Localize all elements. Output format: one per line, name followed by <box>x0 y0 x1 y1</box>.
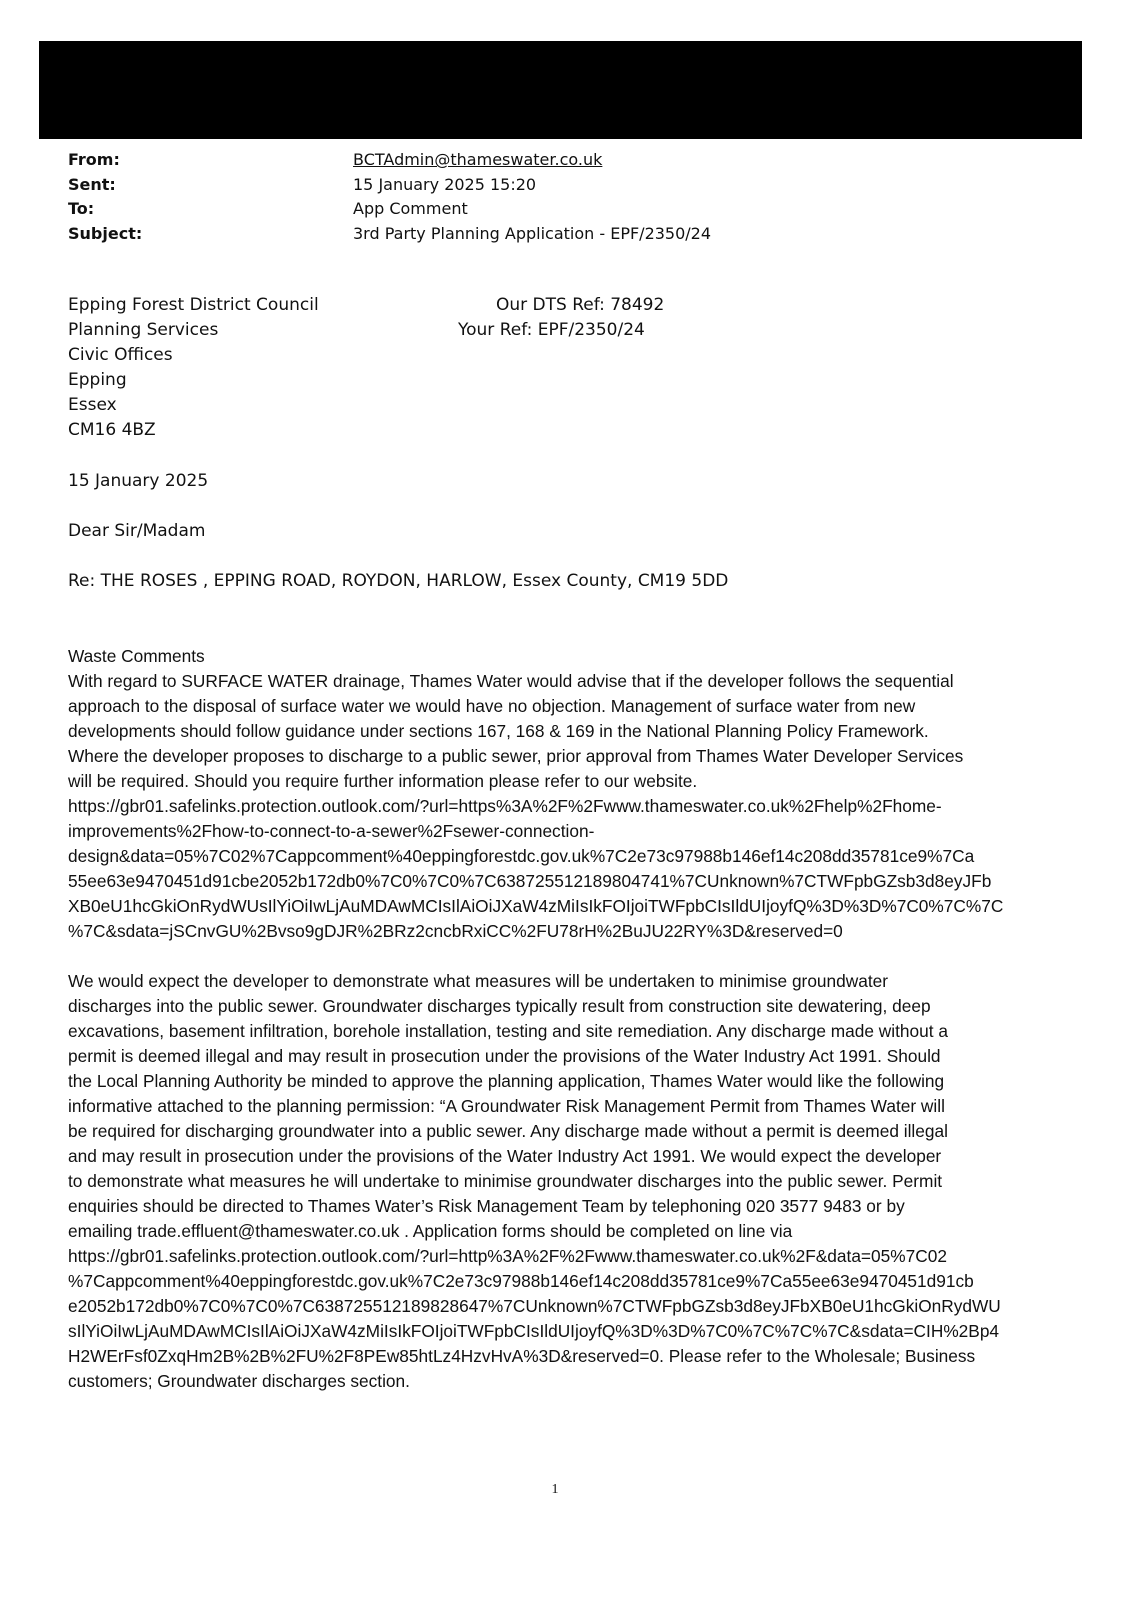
text-line: excavations, basement infiltration, borehole installation, testing and site remediation. Any discharge made without a <box>68 1021 948 1041</box>
text-line: will be required. Should you require further information please refer to our website. <box>68 771 698 791</box>
text-line: discharges into the public sewer. Groundwater discharges typically result from construction site dewatering, deep <box>68 996 931 1016</box>
to-value: App Comment <box>353 199 468 218</box>
sent-row <box>68 173 1068 198</box>
text-line: approach to the disposal of surface water we would have no objection. Management of surface water from new <box>68 696 916 716</box>
address-line: Civic Offices <box>68 345 173 365</box>
subject-row <box>68 222 1068 247</box>
text-line: be required for discharging groundwater into a public sewer. Any discharge made without a permit is deemed illegal <box>68 1121 948 1141</box>
to-row <box>68 197 1068 222</box>
text-line: customers; Groundwater discharges section. <box>68 1371 410 1391</box>
url-line[interactable]: 55ee63e9470451d91cbe2052b172db0%7C0%7C0%7C638725512189804741%7CUnknown%7CTWFpbGZsb3d8eyJFb <box>68 871 992 891</box>
subject-value: 3rd Party Planning Application - EPF/2350/24 <box>353 223 712 243</box>
to-label: To: <box>68 199 95 218</box>
url-line[interactable]: H2WErFsf0ZxqHm2B%2B%2FU%2F8PEw85htLz4HzvHvA%3D&reserved=0. Please refer to the Wholesale; Business <box>68 1346 976 1366</box>
subject-label: Subject: <box>68 223 143 243</box>
from-label: From: <box>68 150 120 169</box>
your-ref: Your Ref: EPF/2350/24 <box>458 320 645 340</box>
url-line[interactable]: https://gbr01.safelinks.protection.outlook.com/?url=https%3A%2F%2Fwww.thameswater.co.uk%2Fhelp%2Fhome- <box>68 796 942 816</box>
address-line: CM16 4BZ <box>68 420 156 440</box>
address-line: Epping <box>68 370 127 390</box>
text-line: permit is deemed illegal and may result in prosecution under the provisions of the Water Industry Act 1991. Should <box>68 1046 941 1066</box>
url-line[interactable]: %7C&sdata=jSCnvGU%2Bvso9gDJR%2BRz2cncbRxiCC%2FU78rH%2BuJU22RY%3D&reserved=0 <box>68 921 843 941</box>
letter-date: 15 January 2025 <box>68 471 209 491</box>
re-line: Re: THE ROSES , EPPING ROAD, ROYDON, HARLOW, Essex County, CM19 5DD <box>68 571 729 591</box>
address-line: Epping Forest District Council <box>68 295 319 315</box>
url-line[interactable]: design&data=05%7C02%7Cappcomment%40eppingforestdc.gov.uk%7C2e73c97988b146ef14c208dd35781ce9%7Ca <box>68 846 975 866</box>
sent-value: 15 January 2025 15:20 <box>353 174 537 194</box>
text-line: emailing trade.effluent@thameswater.co.uk . Application forms should be completed on line via <box>68 1221 793 1241</box>
url-line[interactable]: XB0eU1hcGkiOnRydWUsIlYiOiIwLjAuMDAwMCIsIlAiOiJXaW4zMiIsIkFOIjoiTWFpbCIsIldUIjoyfQ%3D%3D%7C0%7C%7C <box>68 896 1004 916</box>
url-line[interactable]: improvements%2Fhow-to-connect-to-a-sewer%2Fsewer-connection- <box>68 821 595 841</box>
text-line: informative attached to the planning permission: “A Groundwater Risk Management Permit from Thames Water will <box>68 1096 945 1116</box>
salutation: Dear Sir/Madam <box>68 521 206 541</box>
page-number: 1 <box>551 1482 559 1497</box>
text-line: enquiries should be directed to Thames Water’s Risk Management Team by telephoning 020 3577 9483 or by <box>68 1196 905 1216</box>
url-line[interactable]: e2052b172db0%7C0%7C0%7C638725512189828647%7CUnknown%7CTWFpbGZsb3d8eyJFbXB0eU1hcGkiOnRydWU <box>68 1296 1001 1316</box>
url-line[interactable]: https://gbr01.safelinks.protection.outlook.com/?url=http%3A%2F%2Fwww.thameswater.co.uk%2F&data=05%7C02 <box>68 1246 947 1266</box>
text-line: With regard to SURFACE WATER drainage, Thames Water would advise that if the developer follows the sequential <box>68 671 954 691</box>
email-header <box>68 148 1068 246</box>
sent-label: Sent: <box>68 174 116 194</box>
text-line: Where the developer proposes to discharge to a public sewer, prior approval from Thames Water Developer Services <box>68 746 964 766</box>
text-line: We would expect the developer to demonstrate what measures will be undertaken to minimise groundwater <box>68 971 889 991</box>
waste-comments-paragraph <box>68 644 1068 944</box>
text-line: and may result in prosecution under the provisions of the Water Industry Act 1991. We would expect the developer <box>68 1146 942 1166</box>
our-ref: Our DTS Ref: 78492 <box>496 295 665 315</box>
address-line: Planning Services <box>68 320 219 340</box>
from-row <box>68 148 1068 173</box>
text-line: the Local Planning Authority be minded to approve the planning application, Thames Water would like the following <box>68 1071 945 1091</box>
url-line[interactable]: sIlYiOiIwLjAuMDAwMCIsIlAiOiJXaW4zMiIsIkFOIjoiTWFpbCIsIldUIjoyfQ%3D%3D%7C0%7C%7C%7C&sdata=CIH%2Bp4 <box>68 1321 1000 1341</box>
text-line: developments should follow guidance under sections 167, 168 & 169 in the National Planning Policy Framework. <box>68 721 929 741</box>
text-line: to demonstrate what measures he will undertake to minimise groundwater discharges into the public sewer. Permit <box>68 1171 943 1191</box>
address-line: Essex <box>68 395 117 415</box>
text-line: Waste Comments <box>68 646 205 666</box>
groundwater-paragraph <box>68 969 1068 1394</box>
url-line[interactable]: %7Cappcomment%40eppingforestdc.gov.uk%7C2e73c97988b146ef14c208dd35781ce9%7Ca55ee63e9470451d91cb <box>68 1271 974 1291</box>
redaction-bar <box>39 41 1082 139</box>
from-email-link[interactable]: BCTAdmin@thameswater.co.uk <box>353 150 603 169</box>
